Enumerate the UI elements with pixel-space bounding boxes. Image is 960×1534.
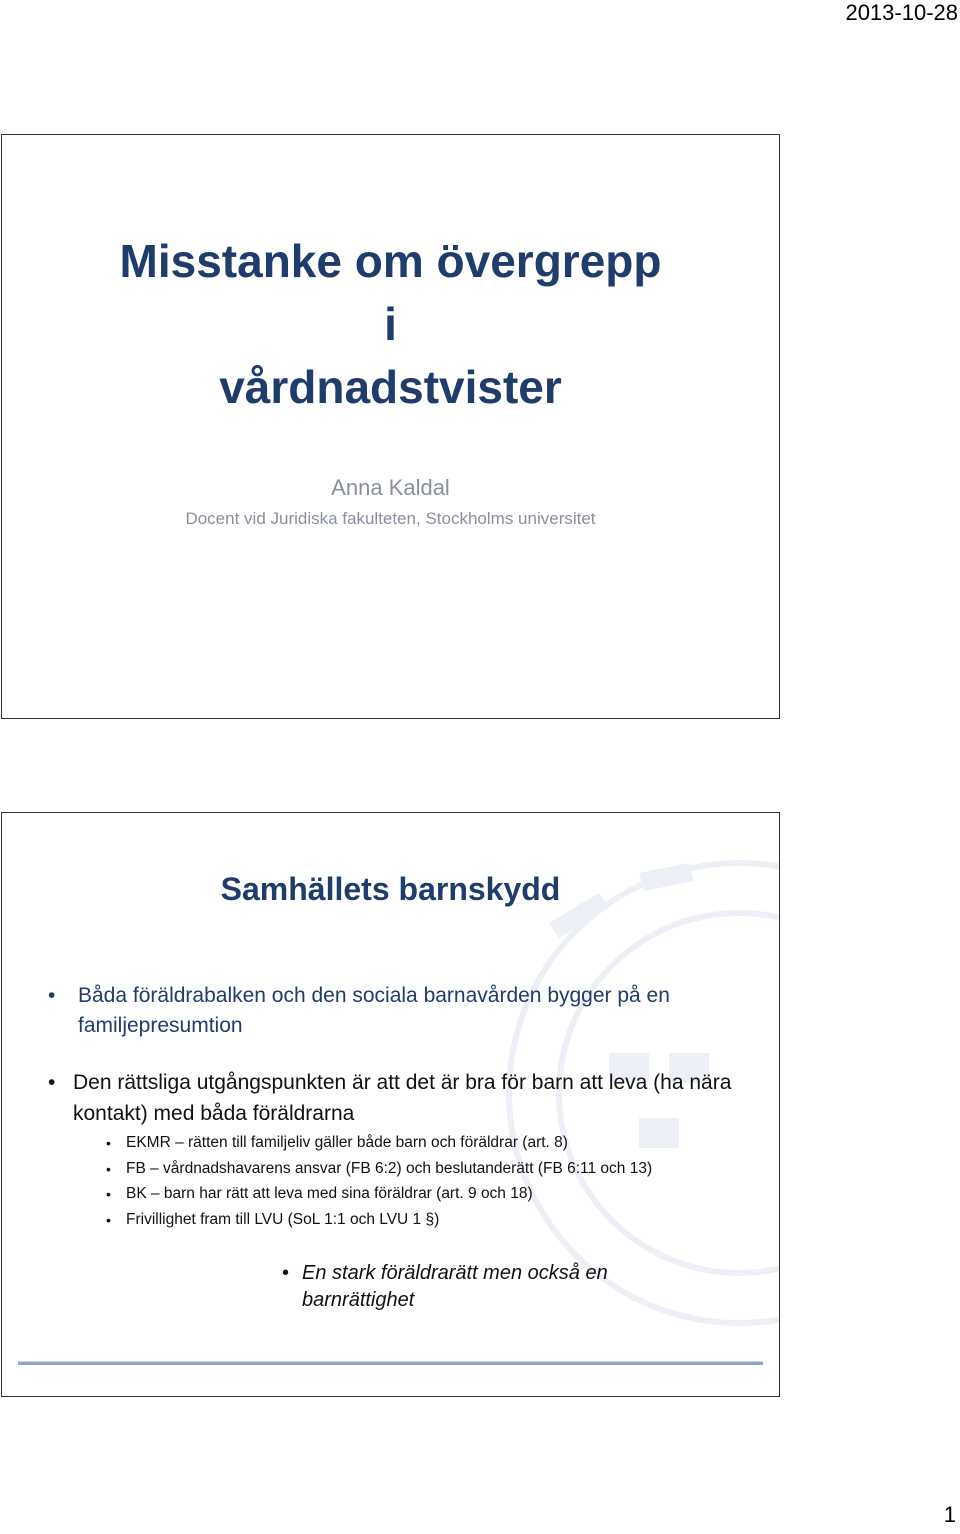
slide-title — [2, 230, 779, 419]
emphasis-text: En stark föräldrarätt men också en barnrättighet — [302, 1262, 608, 1311]
sub-bullet-item — [106, 1184, 533, 1204]
emphasis-bullet — [282, 1260, 702, 1314]
footer-divider — [18, 1361, 763, 1365]
title-line: i — [384, 298, 397, 350]
bullet-marker: • — [106, 1212, 111, 1228]
bullet-item — [48, 981, 748, 1041]
sub-bullet-item — [106, 1159, 653, 1179]
bullet-marker: • — [48, 984, 56, 1007]
bullet-marker: • — [48, 1071, 56, 1094]
bullet-marker: • — [106, 1135, 111, 1151]
sub-bullet-item — [106, 1133, 568, 1153]
bullet-marker: • — [106, 1186, 111, 1202]
sub-bullet-text: BK – barn har rätt att leva med sina föräldrar (art. 9 och 18) — [126, 1185, 533, 1202]
page-number: 1 — [943, 1502, 956, 1527]
title-line: vårdnadstvister — [219, 361, 562, 413]
bullet-text: Båda föräldrabalken och den sociala barnavården bygger på en familjepresumtion — [78, 984, 670, 1037]
sub-bullet-text: FB – vårdnadshavarens ansvar (FB 6:2) och beslutanderätt (FB 6:11 och 13) — [126, 1160, 653, 1177]
slide-1 — [1, 134, 780, 719]
slide-title: Samhällets barnskydd — [220, 871, 561, 907]
slide-2 — [1, 812, 780, 1397]
sub-bullet-text: EKMR – rätten till familjeliv gäller både barn och föräldrar (art. 8) — [126, 1134, 568, 1151]
bullet-marker: • — [106, 1161, 111, 1177]
bullet-marker: • — [282, 1262, 290, 1284]
bullet-text: Den rättsliga utgångspunkten är att det är bra för barn att leva (ha nära kontakt) med båda föräldrarna — [73, 1071, 732, 1125]
title-line: Misstanke om övergrepp — [119, 235, 662, 287]
sub-bullet-item — [106, 1210, 440, 1230]
header-date: 2013-10-28 — [845, 0, 958, 25]
bullet-item — [48, 1067, 768, 1129]
sub-bullet-text: Frivillighet fram till LVU (SoL 1:1 och LVU 1 §) — [126, 1211, 440, 1228]
author-name: Anna Kaldal — [331, 475, 450, 500]
author-affiliation: Docent vid Juridiska fakulteten, Stockholms universitet — [185, 509, 596, 528]
